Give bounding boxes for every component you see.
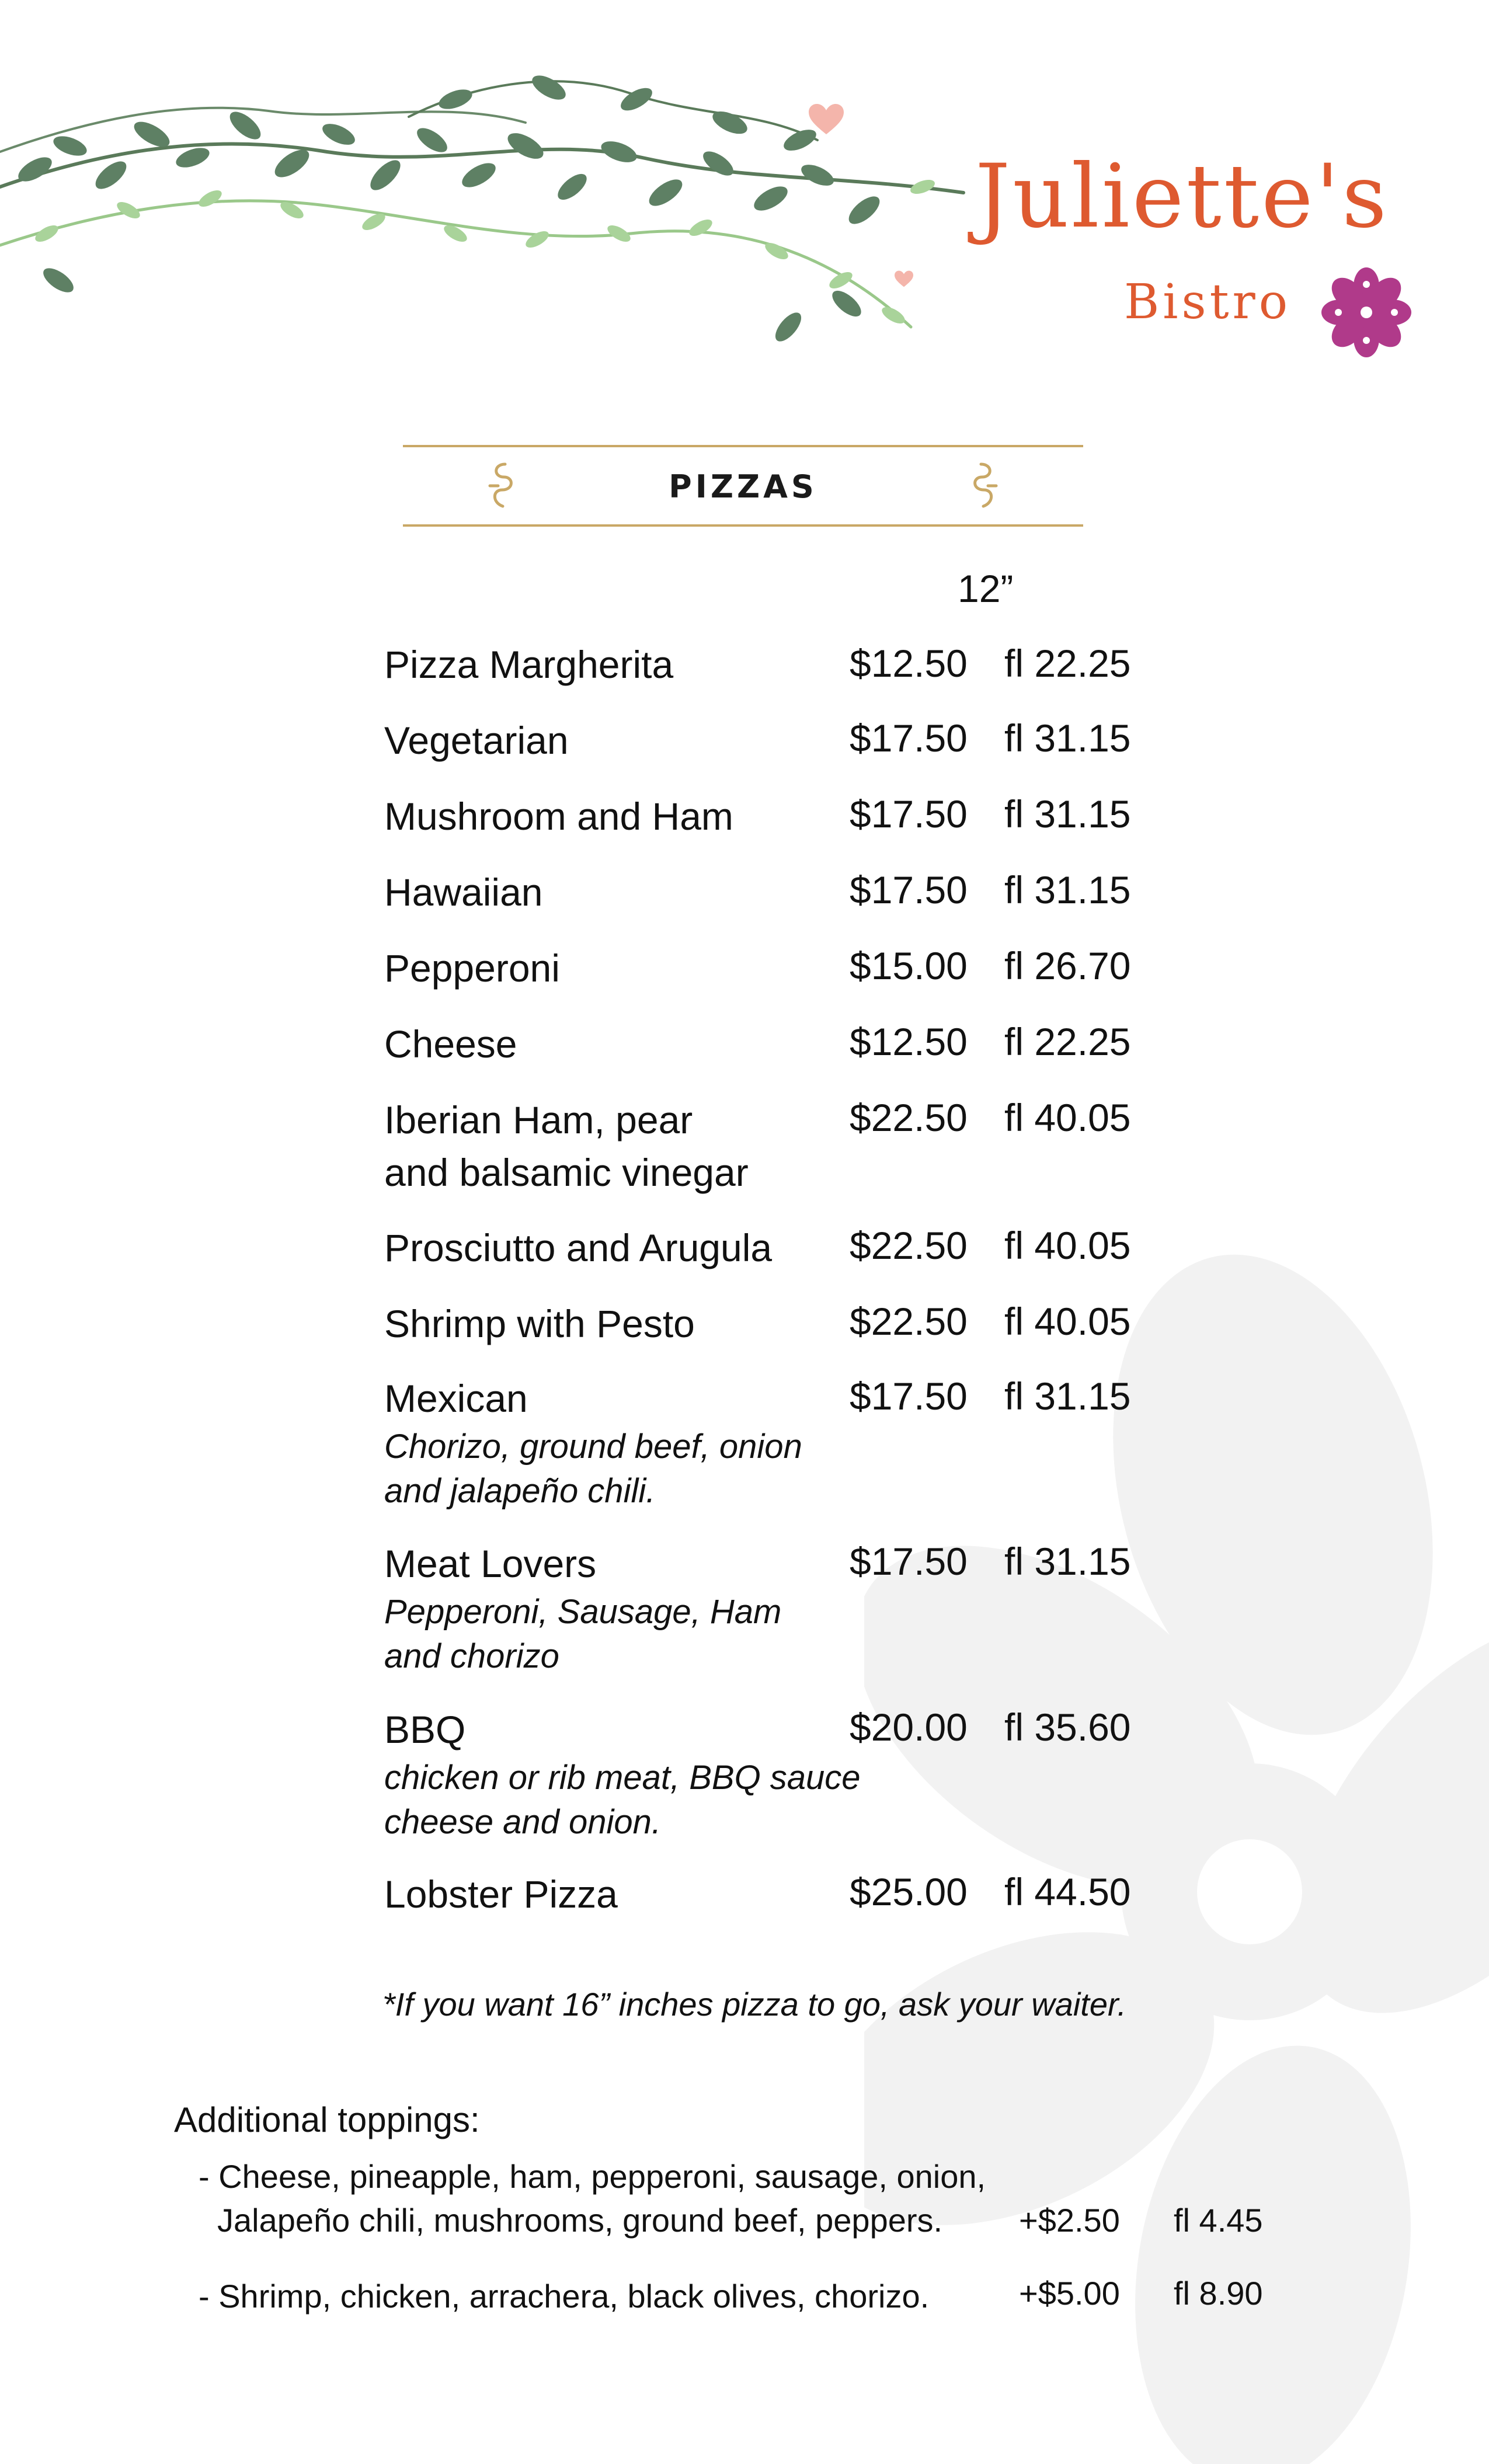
item-price-fl: fl 31.15 — [1004, 868, 1131, 911]
item-name: Pepperoni — [384, 946, 560, 990]
heart-icon — [809, 104, 844, 135]
menu-item — [384, 866, 542, 918]
menu-item — [384, 638, 673, 691]
item-price-fl: fl 31.15 — [1004, 792, 1131, 836]
flower-icon — [1320, 266, 1413, 359]
item-price-usd: $17.50 — [850, 792, 968, 836]
item-price-fl: fl 40.05 — [1004, 1300, 1131, 1343]
menu-item — [384, 1372, 802, 1513]
item-description: and chorizo — [384, 1637, 559, 1675]
item-name: Mexican — [384, 1377, 528, 1420]
item-name: Prosciutto and Arugula — [384, 1226, 773, 1269]
item-price-usd: $17.50 — [850, 868, 968, 911]
item-name: Cheese — [384, 1022, 517, 1066]
item-name-continued: and balsamic vinegar — [384, 1151, 749, 1194]
brand-name: Juliette's — [975, 146, 1389, 248]
item-price-fl: fl 35.60 — [1004, 1706, 1131, 1749]
item-name: BBQ — [384, 1708, 466, 1751]
item-name: Iberian Ham, pear — [384, 1098, 693, 1141]
item-price-usd: $20.00 — [850, 1706, 968, 1749]
topping-price-fl: fl 4.45 — [1174, 2202, 1263, 2239]
item-price-fl: fl 40.05 — [1004, 1224, 1131, 1267]
item-price-fl: fl 40.05 — [1004, 1096, 1131, 1139]
divider — [403, 445, 1083, 447]
item-price-usd: $12.50 — [850, 1020, 968, 1063]
item-description: Pepperoni, Sausage, Ham — [384, 1593, 782, 1631]
topping-line: - Shrimp, chicken, arrachera, black olives, chorizo. — [199, 2278, 930, 2315]
item-price-usd: $22.50 — [850, 1096, 968, 1139]
item-name: Lobster Pizza — [384, 1873, 618, 1916]
menu-item — [384, 942, 560, 994]
item-name: Pizza Margherita — [384, 643, 674, 686]
heart-icon — [895, 270, 913, 288]
item-price-usd: $17.50 — [850, 716, 968, 760]
item-price-usd: $17.50 — [850, 1374, 968, 1418]
menu-item — [384, 1297, 695, 1350]
topping-line: Jalapeño chili, mushrooms, ground beef, peppers. — [217, 2202, 943, 2239]
item-description: Chorizo, ground beef, onion — [384, 1428, 802, 1466]
item-price-fl: fl 26.70 — [1004, 944, 1131, 987]
item-name: Shrimp with Pesto — [384, 1302, 695, 1345]
item-price-usd: $25.00 — [850, 1870, 968, 1913]
item-price-fl: fl 22.25 — [1004, 642, 1131, 685]
item-description: cheese and onion. — [384, 1803, 662, 1841]
item-name: Vegetarian — [384, 719, 569, 762]
divider — [403, 524, 1083, 527]
item-price-usd: $12.50 — [850, 642, 968, 685]
topping-line: - Cheese, pineapple, ham, pepperoni, sausage, onion, — [199, 2158, 986, 2195]
topping-price-fl: fl 8.90 — [1174, 2275, 1263, 2312]
menu-item — [384, 790, 733, 843]
menu-item — [384, 1868, 618, 1920]
item-name: Meat Lovers — [384, 1542, 597, 1585]
menu-item — [384, 1537, 781, 1679]
item-name: Mushroom and Ham — [384, 795, 733, 838]
item-price-usd: $22.50 — [850, 1224, 968, 1267]
item-name: Hawaiian — [384, 871, 543, 914]
menu-item — [384, 1018, 517, 1070]
item-description: and jalapeño chili. — [384, 1472, 656, 1510]
item-price-fl: fl 31.15 — [1004, 716, 1131, 760]
menu-item — [384, 714, 569, 767]
takeaway-note: *If you want 16” inches pizza to go, ask your waiter. — [382, 1986, 1127, 2023]
item-price-fl: fl 22.25 — [1004, 1020, 1131, 1063]
item-price-fl: fl 31.15 — [1004, 1540, 1131, 1583]
brand-logo — [969, 146, 1425, 368]
flourish-icon — [963, 460, 1004, 512]
section-header — [403, 445, 1083, 527]
item-price-fl: fl 31.15 — [1004, 1374, 1131, 1418]
topping-price-usd: +$5.00 — [1019, 2275, 1120, 2312]
menu-item — [384, 1094, 749, 1199]
item-price-usd: $22.50 — [850, 1300, 968, 1343]
vine-garland — [0, 0, 993, 409]
topping-price-usd: +$2.50 — [1019, 2202, 1120, 2239]
menu-item — [384, 1703, 861, 1844]
item-price-usd: $15.00 — [850, 944, 968, 987]
item-description: chicken or rib meat, BBQ sauce — [384, 1759, 861, 1797]
item-price-usd: $17.50 — [850, 1540, 968, 1583]
section-title: PIZZAS — [669, 468, 817, 505]
menu-item — [384, 1221, 772, 1274]
toppings-title: Additional toppings: — [174, 2100, 480, 2139]
item-price-fl: fl 44.50 — [1004, 1870, 1131, 1913]
brand-subtitle: Bistro — [1124, 274, 1292, 330]
size-column-header: 12” — [958, 567, 1014, 610]
